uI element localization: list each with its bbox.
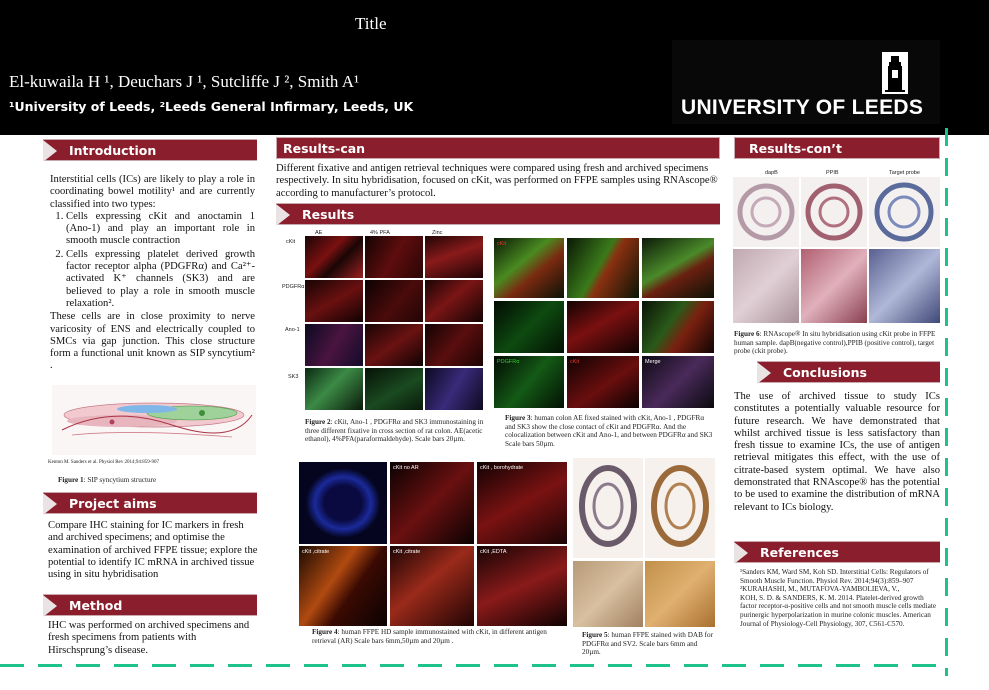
fig3-panel: cKit (567, 356, 639, 408)
figure6-caption: Figure 6: RNAscope® In situ hybridisation using cKit probe in FFPE human sample. dapB(negative control),PPIB (positive control), target probe (ckit probe). (734, 330, 936, 356)
fig2-panel (305, 368, 363, 410)
logo-text: UNIVERSITY OF LEEDS (681, 96, 924, 119)
fig2-panel (365, 236, 423, 278)
fig4-panel: cKit no AR (390, 462, 474, 544)
university-logo (672, 40, 940, 124)
fig5-panel (645, 561, 715, 627)
poster-header (0, 0, 989, 135)
probe-label: PPIB (826, 170, 839, 176)
section-arrow-icon (276, 204, 290, 226)
section-arrow-icon (757, 362, 771, 384)
fig6-panel (801, 177, 867, 247)
figure1-caption: Figure 1: SIP syncytium structure (58, 476, 157, 484)
fig2-row-label: cKit (286, 239, 296, 245)
project-aims-text: Compare IHC staining for IC markers in fresh and archived specimens; and optimise the examination of archived FFPE tissue; explore the potential to identify IC mRNA in archived tissue using in situ hybridisation (48, 520, 258, 581)
figure5-caption: Figure 5: human FFPE stained with DAB for PDGFRα and SV2. Scale bars 6mm and 20µm. (582, 631, 714, 657)
fig6-panel (869, 249, 940, 323)
results-heading: Results (276, 203, 720, 225)
results-cont-heading: Results-con’t (734, 137, 940, 159)
fig2-panel (365, 368, 423, 410)
results-can-text: Different fixative and antigen retrieval techniques were compared using fresh and archived specimens respectively. In situ hybridisation, focused on cKit, was performed on FFPE samples using RNAscope® according to manufacturer’s protocol. (276, 163, 718, 199)
fig2-panel (425, 236, 483, 278)
fig2-panel (365, 324, 423, 366)
fig3-panel: PDGFRα (494, 356, 564, 408)
fig4-panel (299, 462, 387, 544)
author-list: El-kuwaila H ¹, Deuchars J ¹, Sutcliffe J ², Smith A¹ (9, 72, 360, 91)
fig2-panel (365, 280, 423, 322)
ic-type-list (50, 211, 255, 310)
affiliation-line: ¹University of Leeds, ²Leeds General Infirmary, Leeds, UK (9, 99, 414, 114)
fig3-panel (567, 238, 639, 298)
fig3-panel: cKit (494, 238, 564, 298)
figure3-caption: Figure 3: human colon AE fixed stained with cKit, Ano-1 , PDGFRα and SK3 show the close contact of cKit and PDGFRα. And the colocalization between cKit and Ano-1, and between PDGFRα and SK3 Scale bars 50µm. (505, 414, 713, 448)
fig2-panel (425, 280, 483, 322)
fig2-panel (305, 324, 363, 366)
fig6-panel (869, 177, 940, 247)
introduction-body (50, 174, 255, 373)
references-list (740, 568, 940, 628)
conclusions-text: The use of archived tissue to study ICs constitutes a potentially valuable resource for future research. We have demonstrated that whilst archived tissue is less satisfactory than fresh tissue to examine ICs, the use of antigen retrieval mitigates this effect, with the use of citrate-based system optimal. We have also demonstrated that RNAscope® has the potential to be used to examine the distribution of mRNA relevant to ICs biology. (734, 391, 940, 513)
figure2-caption: Figure 2: cKit, Ano-1 , PDGFRα and SK3 immunostaining in three different fixative in cross section of rat colon. AE(acetic ethanol), 4%PFA(paraformaldehyde). Scale bars 20µm. (305, 418, 484, 444)
fig2-panel (305, 280, 363, 322)
fig3-panel (642, 301, 714, 353)
fig3-panel: Merge (642, 356, 714, 408)
method-heading: Method (43, 594, 257, 616)
fig2-row-label: SK3 (288, 374, 299, 380)
project-aims-heading: Project aims (43, 492, 257, 514)
fig4-panel: cKit , borohydrate (477, 462, 567, 544)
fig2-col-label: 4% PFA (370, 230, 390, 236)
fig4-panel: cKit ,citrate (299, 546, 387, 626)
tower-icon (882, 52, 908, 94)
dashed-border-right (945, 128, 948, 676)
section-arrow-icon (734, 542, 748, 564)
reference-item: KOH, S. D. & SANDERS, K. M. 2014. Platelet-derived growth factor receptor-α-positive cells and not smooth muscle cells mediate purinergic hyperpolarization in murine colonic muscles. American Journal of Physiology-Cell Physiology, 307, C561-C570. (740, 593, 937, 628)
probe-label: Target probe (889, 170, 920, 176)
reference-item: ¹Sanders KM, Ward SM, Koh SD. Interstitial Cells: Regulators of Smooth Muscle Function. Physiol Rev. 2014;94(3):859–907 (740, 568, 929, 585)
intro-paragraph-1: Interstitial cells (ICs) are likely to play a role in coordinating bowel motility¹ and are currently classified into two types: (50, 174, 255, 210)
reference-item: ²KURAHASHI, M., MUTAFOVA-YAMBOLIEVA, V., (740, 585, 900, 594)
introduction-heading: Introduction (43, 139, 257, 161)
fig3-panel (642, 238, 714, 298)
section-arrow-icon (43, 595, 57, 617)
fig5-panel (573, 561, 643, 627)
fig3-panel (567, 301, 639, 353)
fig4-panel: cKit ,EDTA (477, 546, 567, 626)
fig2-panel (425, 324, 483, 366)
fig5-panel (573, 458, 643, 558)
fig2-col-label: Zinc (432, 230, 443, 236)
fig2-panel (305, 236, 363, 278)
figure4-caption: Figure 4: human FFPE HD sample immunostained with cKit, in different antigen retrieval (AR) Scale bars 6mm,50µm and 20µm . (312, 628, 547, 645)
fig2-panel (425, 368, 483, 410)
fig6-panel (733, 177, 799, 247)
sip-syncytium-diagram (52, 385, 256, 455)
fig6-panel (801, 249, 867, 323)
conclusions-heading: Conclusions (757, 361, 940, 383)
fig5-panel (645, 458, 715, 558)
section-arrow-icon (43, 140, 57, 162)
section-arrow-icon (43, 493, 57, 515)
fig2-col-label: AE (315, 230, 323, 236)
fig3-panel (494, 301, 564, 353)
poster-title: Title (355, 14, 387, 33)
fig2-row-label: Ano-1 (285, 327, 300, 333)
fig2-row-label: PDGFRα (282, 284, 305, 290)
fig4-panel: cKit ,citrate (390, 546, 474, 626)
fig6-panel (733, 249, 799, 323)
list-item: 2. Cells expressing platelet derived growth factor receptor alpha (PDGFRα) and Ca²⁺-activated K⁺ channels (SK3) and are believed to play a role in smooth muscle relaxation². (66, 249, 255, 310)
list-item: 1. Cells expressing cKit and anoctamin 1 (Ano-1) and play an important role in smooth muscle contraction (66, 211, 255, 248)
references-heading: References (734, 541, 940, 563)
dashed-border-bottom (0, 664, 948, 667)
method-text: IHC was performed on archived specimens and fresh specimens from patients with Hirschsprung’s disease. (48, 620, 250, 656)
figure1-source: Kenton M. Sanders et al. Physiol Rev 2014;94:859-907 (48, 460, 159, 465)
probe-label: dapB (765, 170, 778, 176)
intro-paragraph-2: These cells are in close proximity to nerve varicosity of ENS and electrically coupled to SMCs via gap junction. This close structure form a functional unit known as SIP syncytium² . (50, 311, 255, 372)
results-can-heading: Results-can (276, 137, 720, 159)
